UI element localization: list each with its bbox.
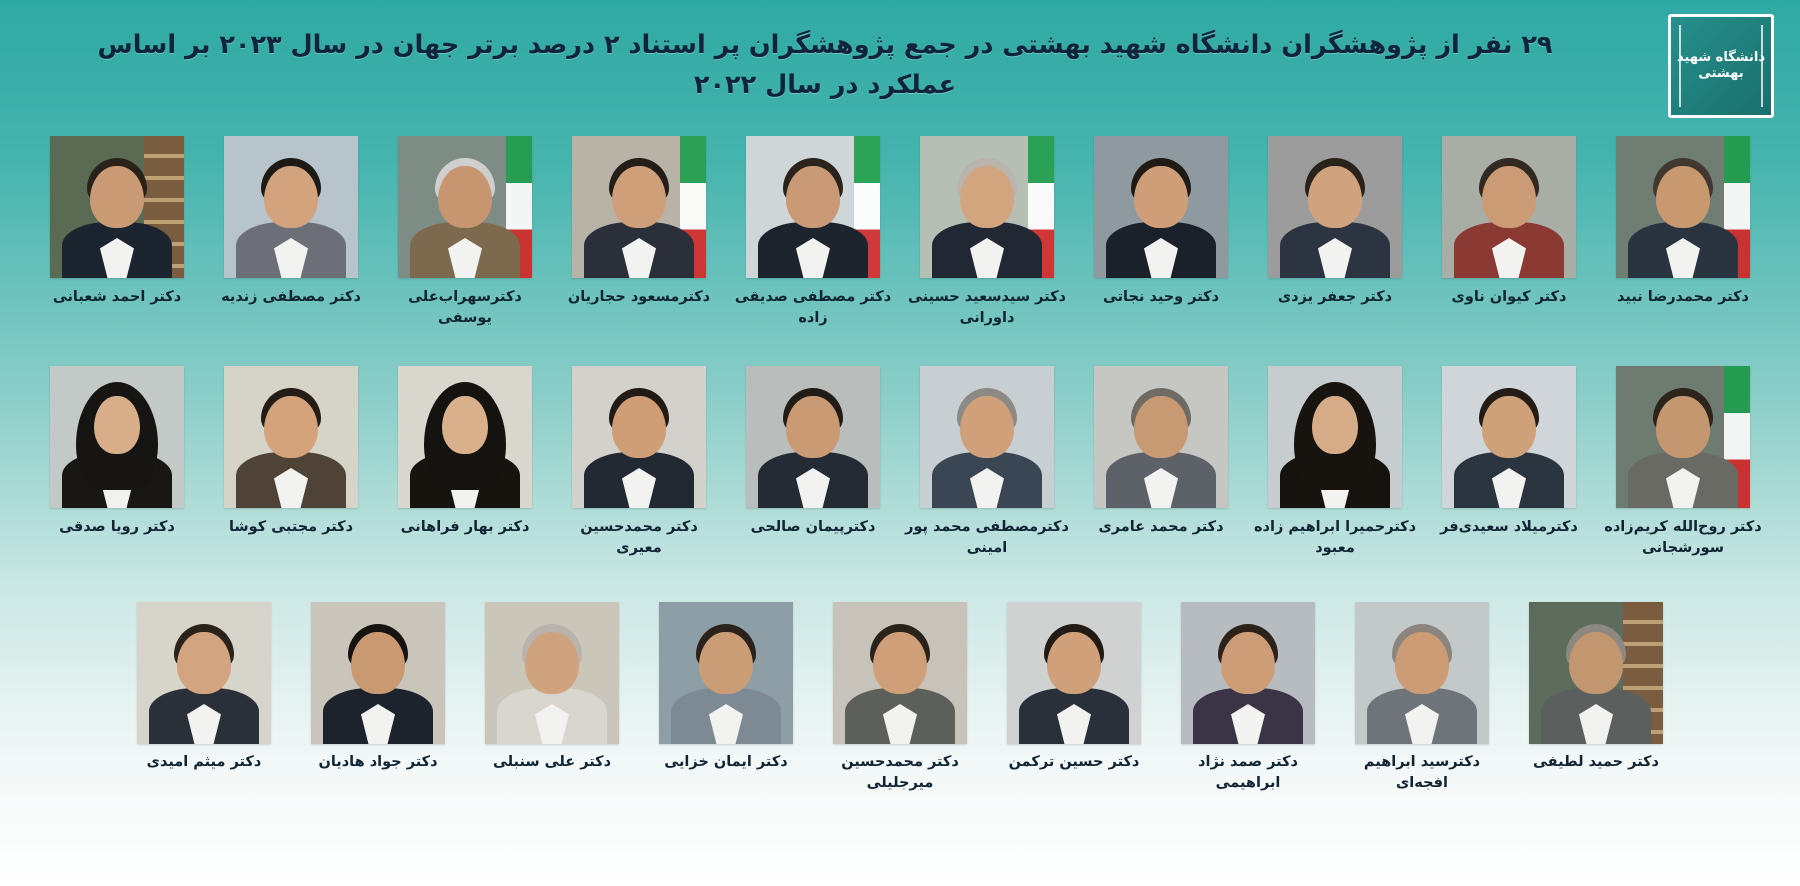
researcher-name: دکتر صمد نژاد ابراهیمی (1198, 754, 1298, 791)
researcher-name: دکترسید ابراهیم افجه‌ای (1363, 754, 1481, 791)
researcher-card (383, 136, 547, 366)
researcher-name: دکتر جعفر یزدی (1277, 289, 1393, 305)
photo-face (1656, 396, 1710, 458)
researcher-name: دکترسهراب‌علی یوسفی (408, 289, 522, 326)
researcher-card (1253, 136, 1417, 366)
researcher-name: دکتر جواد هادیان (318, 754, 438, 770)
researcher-photo (50, 366, 184, 508)
researcher-name: دکتر میثم امیدی (146, 754, 262, 770)
researcher-photo (572, 366, 706, 508)
photo-face (786, 166, 840, 228)
researcher-name: دکتر علی سنبلی (492, 754, 612, 770)
researcher-name: دکتر ایمان خزایی (664, 754, 788, 770)
researcher-photo (398, 366, 532, 508)
researcher-card (557, 366, 721, 602)
researcher-photo (920, 136, 1054, 278)
researcher-row-2 (0, 366, 1800, 602)
researcher-card (122, 602, 286, 832)
researcher-card (1601, 136, 1765, 366)
researcher-photo (485, 602, 619, 744)
researcher-name: دکتر مصطفی صدیقی زاده (734, 289, 892, 326)
researcher-name: دکتر حمید لطیفی (1533, 754, 1659, 770)
researcher-photo (1094, 366, 1228, 508)
researcher-name: دکترمیلاد سعیدی‌فر (1440, 519, 1578, 535)
researcher-row-3 (0, 602, 1800, 832)
photo-face (960, 166, 1014, 228)
researcher-card (731, 136, 895, 366)
researcher-card (1079, 366, 1243, 602)
photo-face (1482, 166, 1536, 228)
photo-face (94, 396, 140, 454)
researcher-photo (833, 602, 967, 744)
photo-face (351, 632, 405, 694)
photo-face (1221, 632, 1275, 694)
researcher-card (1253, 366, 1417, 602)
researcher-photo (398, 136, 532, 278)
researcher-photo (1268, 366, 1402, 508)
researcher-photo (920, 366, 1054, 508)
researcher-photo (137, 602, 271, 744)
researcher-name: دکتر حسین ترکمن (1008, 754, 1140, 770)
researcher-photo (1442, 366, 1576, 508)
photo-face (177, 632, 231, 694)
researcher-card (1514, 602, 1678, 832)
researcher-name: دکتر وحید نجاتی (1102, 289, 1220, 305)
researcher-grid (0, 136, 1800, 832)
shahid-beheshti-university-logo (1668, 14, 1774, 118)
researcher-card (209, 366, 373, 602)
photo-face (873, 632, 927, 694)
researcher-name: دکتر رویا صدقی (59, 519, 175, 535)
researcher-name: دکتر مصطفی زندیه (221, 289, 361, 305)
researcher-photo (224, 136, 358, 278)
researcher-card (905, 136, 1069, 366)
researcher-photo (1616, 366, 1750, 508)
researcher-card (992, 602, 1156, 832)
researcher-card (470, 602, 634, 832)
photo-face (1656, 166, 1710, 228)
photo-face (1312, 396, 1358, 454)
photo-face (264, 166, 318, 228)
researcher-card (209, 136, 373, 366)
researcher-photo (1355, 602, 1489, 744)
photo-face (1482, 396, 1536, 458)
researcher-card (557, 136, 721, 366)
researcher-name: دکتر محمدحسین معیری (580, 519, 698, 556)
researcher-name: دکتر کیوان ناوی (1451, 289, 1567, 305)
researcher-name: دکترحمیرا ابراهیم زاده معبود (1253, 519, 1417, 556)
photo-face (960, 396, 1014, 458)
researcher-card (1601, 366, 1765, 602)
researcher-photo (746, 366, 880, 508)
researcher-card (818, 602, 982, 832)
researcher-photo (1616, 136, 1750, 278)
researcher-name: دکتر مجتبی کوشا (228, 519, 354, 535)
photo-face (699, 632, 753, 694)
researcher-row-1 (0, 136, 1800, 366)
researcher-photo (659, 602, 793, 744)
photo-face (90, 166, 144, 228)
researcher-name: دکترمسعود حجاریان (567, 289, 711, 305)
researcher-name: دکتر محمدرضا نبید (1617, 289, 1749, 305)
page-title (90, 26, 1560, 105)
researcher-card (1166, 602, 1330, 832)
researcher-photo (50, 136, 184, 278)
researcher-name: دکتر احمد شعبانی (52, 289, 182, 305)
researcher-card (905, 366, 1069, 602)
photo-face (1134, 396, 1188, 458)
researcher-photo (311, 602, 445, 744)
researcher-card (1340, 602, 1504, 832)
photo-face (612, 166, 666, 228)
photo-face (612, 396, 666, 458)
researcher-photo (572, 136, 706, 278)
researcher-photo (1007, 602, 1141, 744)
page-title-text: ۲۹ نفر از پژوهشگران دانشگاه شهید بهشتی در جمع پژوهشگران پر استناد ۲ درصد برتر جهان در سال ۲۰۲۳ بر اساس عملکرد در سال ۲۰۲۲ (97, 30, 1553, 100)
researcher-photo (746, 136, 880, 278)
photo-face (786, 396, 840, 458)
photo-face (264, 396, 318, 458)
researcher-card (644, 602, 808, 832)
researcher-card (1427, 136, 1591, 366)
researcher-name: دکتر روح‌الله کریم‌زاده سورشجانی (1604, 519, 1762, 556)
photo-face (525, 632, 579, 694)
logo-label: دانشگاه شهید بهشتی (1676, 49, 1766, 81)
photo-face (1134, 166, 1188, 228)
photo-face (1569, 632, 1623, 694)
researcher-photo (1268, 136, 1402, 278)
researcher-name: دکترپیمان صالحی (750, 519, 876, 535)
researcher-name: دکتر بهار فراهانی (400, 519, 530, 535)
photo-face (1047, 632, 1101, 694)
researcher-card (383, 366, 547, 602)
researcher-card (35, 366, 199, 602)
researcher-name: دکتر سیدسعید حسینی داورانی (908, 289, 1066, 326)
researcher-card (35, 136, 199, 366)
researcher-name: دکتر محمد عامری (1098, 519, 1224, 535)
researcher-card (731, 366, 895, 602)
photo-face (1395, 632, 1449, 694)
researcher-card (296, 602, 460, 832)
researcher-photo (1181, 602, 1315, 744)
researcher-name: دکترمصطفی محمد پور امینی (905, 519, 1069, 556)
photo-face (442, 396, 488, 454)
researcher-card (1079, 136, 1243, 366)
researcher-photo (1529, 602, 1663, 744)
photo-face (1308, 166, 1362, 228)
researcher-photo (1442, 136, 1576, 278)
researcher-photo (1094, 136, 1228, 278)
photo-face (438, 166, 492, 228)
researcher-name: دکتر محمدحسین میرجلیلی (841, 754, 959, 791)
researcher-card (1427, 366, 1591, 602)
researcher-photo (224, 366, 358, 508)
poster-header (0, 0, 1800, 136)
logo-inner (1671, 17, 1771, 115)
